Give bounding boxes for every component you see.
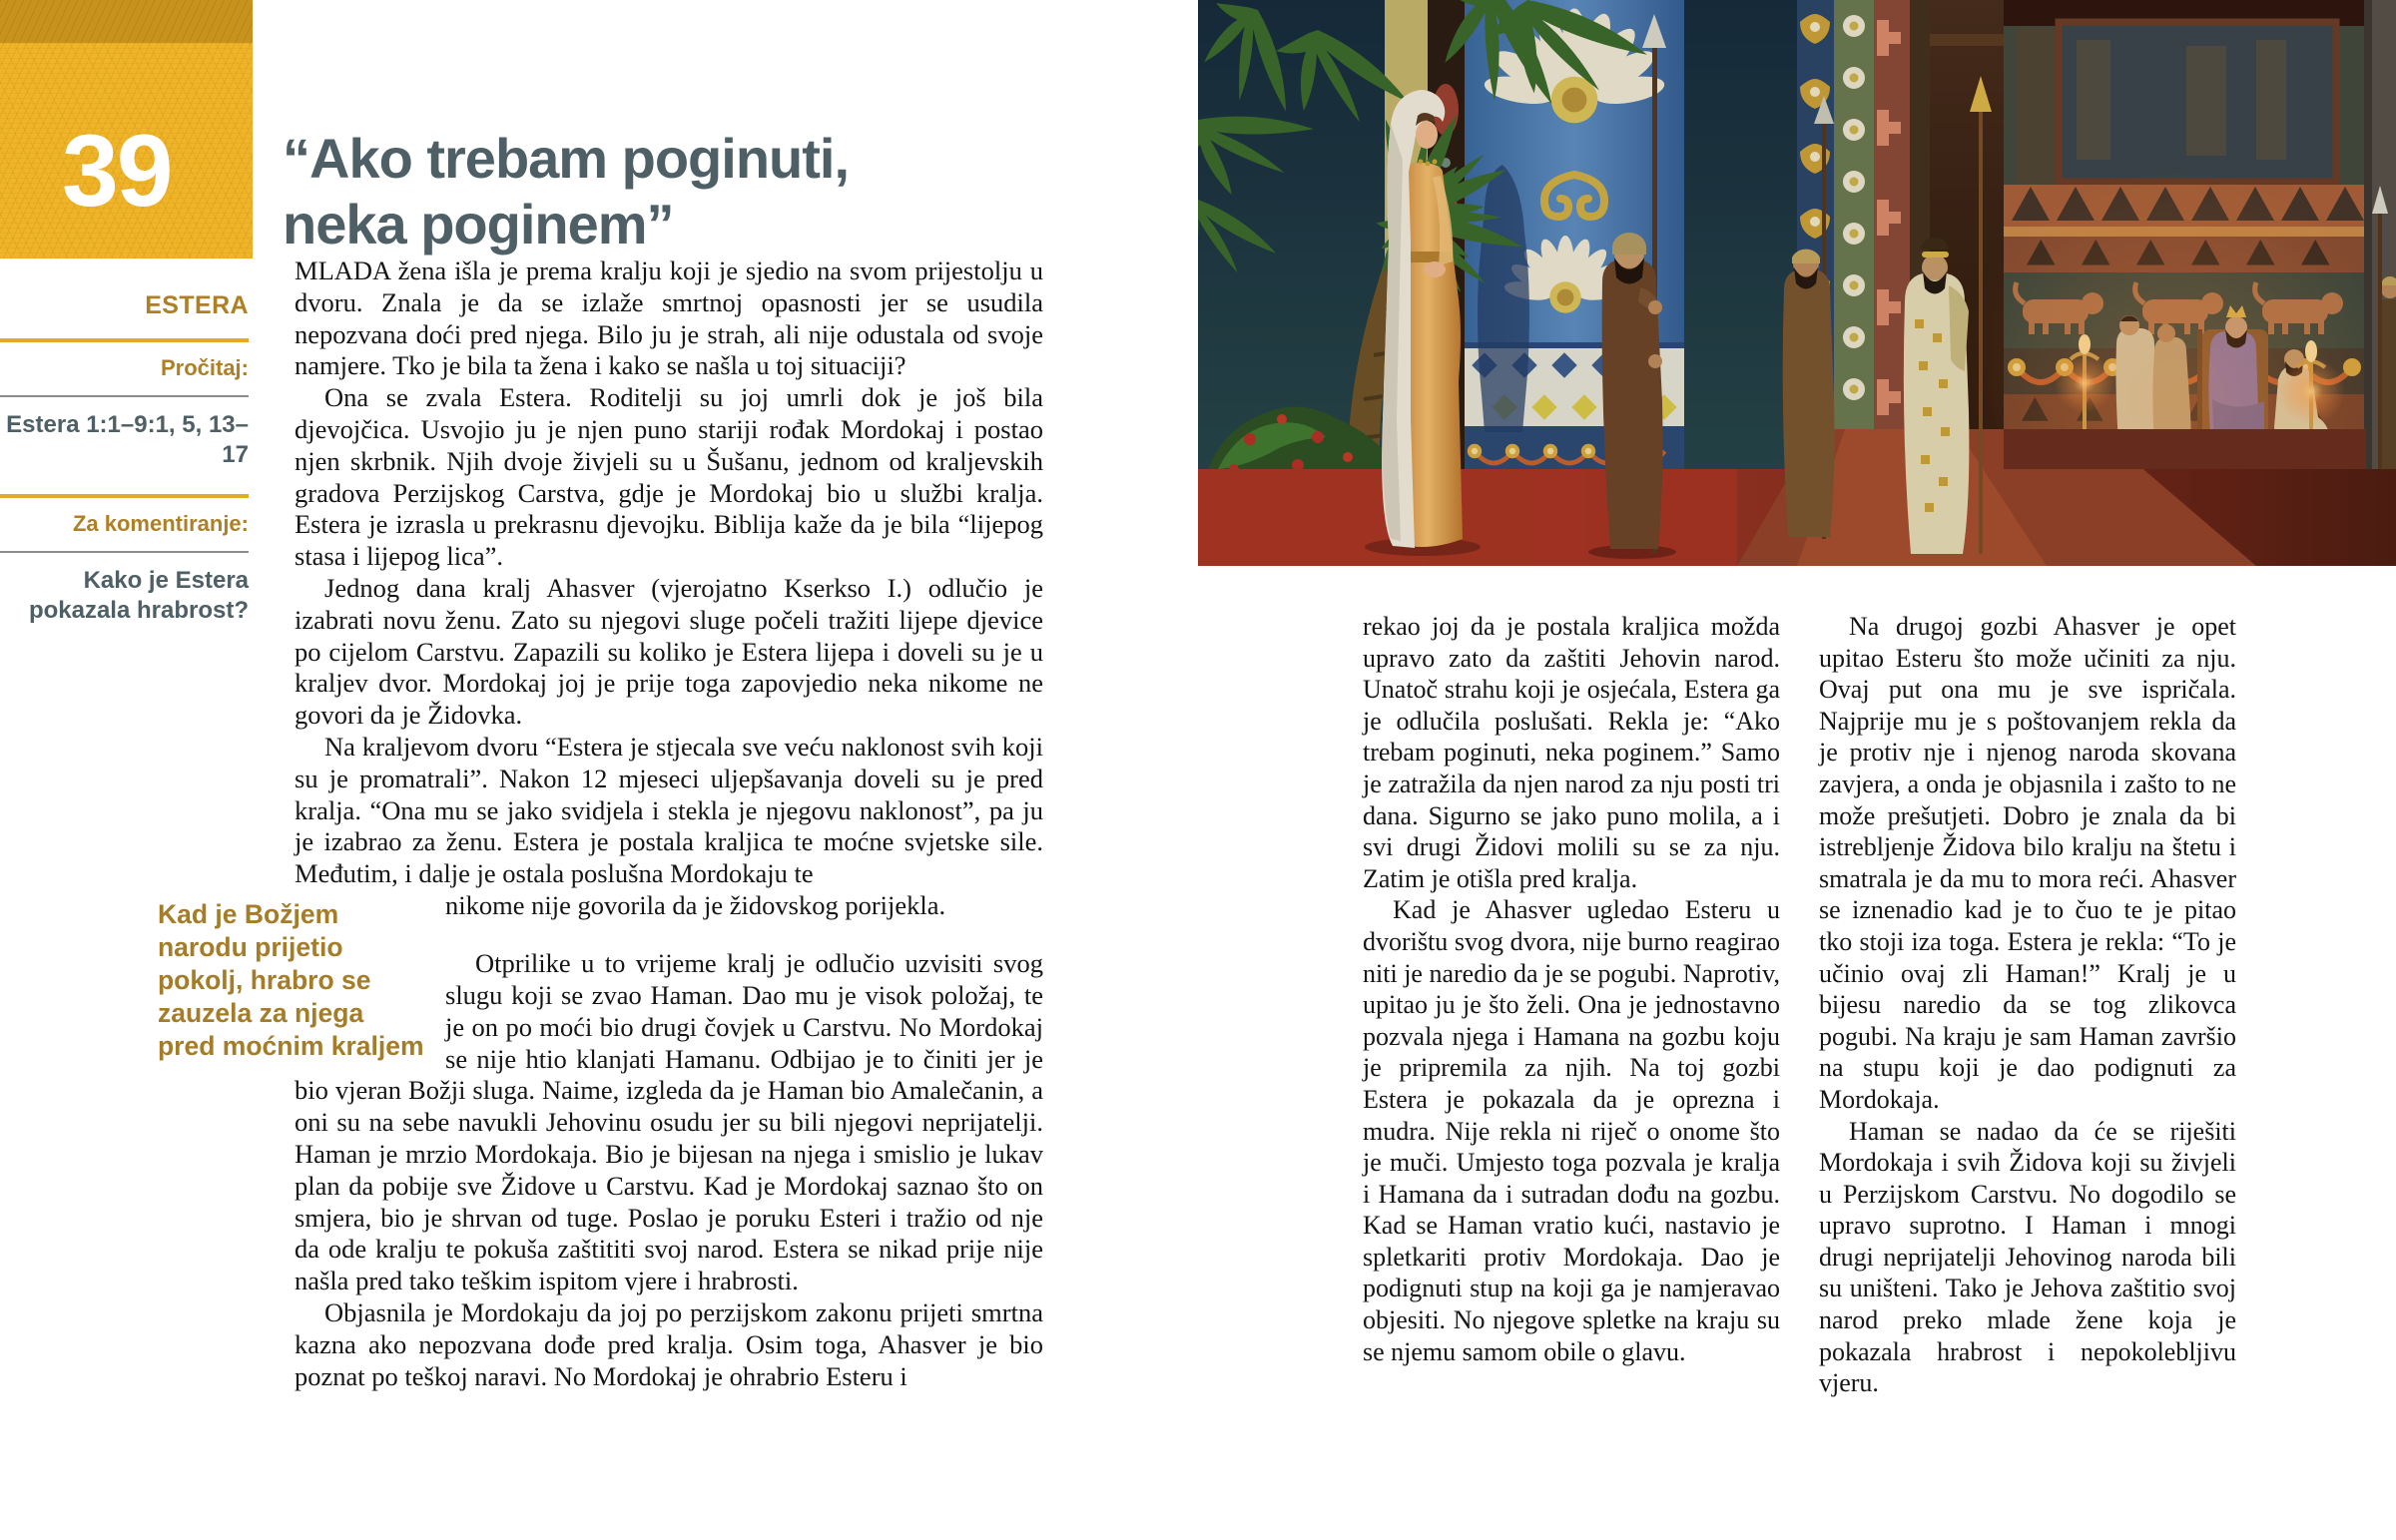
sidebar-discuss-label: Za komentiranje: xyxy=(72,511,249,536)
paragraph-text: Objasnila je Mordokaju da joj po perzijskom zakonu prijeti smrtna kazna ako nepozvana dođe pred kralja. Osim toga, Ahasver je bio poznat po teškoj naravi. No Mordokaj je ohrabrio Esteru i xyxy=(295,1297,1043,1391)
chapter-block-top-band xyxy=(0,0,253,43)
paragraph-text: Otprilike u to vrijeme kralj je odlučio uzvisiti svog slugu koji se zvao Haman. Dao mu je visok položaj, te je on po moći bio drugi čovjek u Carstvu. No Mordokaj se nije htio klanjati Hamanu. Odbijao je to činiti jer je bio vjeran Božji sluga. Naime, izgleda da je Haman bio Amalečanin, a oni su na sebe navukli Jehovinu osudu jer su bili njegovi neprijatelji. Haman je mrzio Mordokaja. Bio je bijesan na njega i smislio je lukav plan da pobije sve Židove u Carstvu. Kad je Mordokaj saznao što on smjera, bio je shrvan od tuge. Poslao je poruku Esteri i tražio od nje da ode kralju te pokuša zaštititi svoj narod. Estera se nikad prije nije našla pred tako teškim ispitom vjere i hrabrosti. xyxy=(295,948,1043,1296)
chapter-number: 39 xyxy=(62,114,172,228)
sidebar-rule-gold xyxy=(0,494,249,498)
paragraph xyxy=(1363,611,1780,894)
paragraph-text: MLADA žena išla je prema kralju koji je sjedio na svom prijestolju u dvoru. Znala je da se izlaže smrtnoj opasnosti jer se usudila nepozvana doći pred njega. Bilo ju je strah, ali nije odustala od svoje namjere. Tko je bila ta žena i kako se našla u toj situaciji? xyxy=(295,256,1043,381)
paragraph-text: Na drugoj gozbi Ahasver je opet upitao Esteru što može učiniti za nju. Ovaj put ona mu je sve ispričala. Najprije mu je s poštovanjem rekla da je protiv nje i njenog naroda skovana zavjera, a onda je objasnila i zašto to ne može prešutjeti. Dobro je znala da bi istrebljenje Židova bilo kralju na štetu i smatrala je da mu to mora reći. Ahasver se iznenadio kad je to čuo te je pitao tko stoji iza toga. Estera je rekla: “To je učinio ovaj zli Haman!” Kralj je u bijesu naredio da se tog zlikovca pogubi. Na kraju je sam Haman završio na stupu koji je dao podignuti za Mordokaja. xyxy=(1819,612,2236,1114)
sidebar-rule-gray xyxy=(0,551,249,553)
paragraph xyxy=(295,573,1043,732)
paragraph xyxy=(1363,894,1780,1367)
paragraph-text: Na kraljevom dvoru “Estera je stjecala sve veću naklonost svih koji su je promatrali”. Nakon 12 mjeseci uljepšavanja doveli su je pred kralja. “Ona mu se jako svidjela i stekla je njegovu naklonost”, pa ju je izabrao za ženu. Estera je postala kraljica te moćne svjetske sile. Međutim, i dalje je ostala poslušna Mordokaju te xyxy=(295,731,1043,889)
lesson-sidebar xyxy=(0,291,249,626)
paragraph xyxy=(1819,1116,2236,1399)
sidebar-rule-gold xyxy=(0,338,249,342)
paragraph xyxy=(295,1297,1043,1392)
right-page-column-2 xyxy=(1819,611,2236,1399)
paragraph xyxy=(295,256,1043,382)
page-title: “Ako trebam poginuti, neka poginem” xyxy=(283,126,849,256)
palace-illustration xyxy=(1198,0,2396,566)
paragraph-text: Haman se nadao da će se riješiti Mordokaja i svih Židova koji su živjeli u Perzijskom Carstvu. No dogodilo se upravo suprotno. I Haman i mnogi drugi neprijatelji Jehovinog naroda bili su uništeni. Tako je Jehova zaštitio svoj narod preko mlade žene koja je pokazala hrabrost i nepokolebljivu vjeru. xyxy=(1819,1116,2236,1398)
paragraph xyxy=(1819,611,2236,1116)
paragraph-text: Jednog dana kralj Ahasver (vjerojatno Kserkso I.) odlučio je izabrati novu ženu. Zato su njegovi sluge počeli tražiti lijepe djevice po cijelom Carstvu. Zapazili su koliko je Estera lijepa i doveli su je u kraljev dvor. Mordokaj joj je prije toga zapovjedio neka nikome ne govori da je Židovka. xyxy=(295,572,1043,731)
paragraph-text: rekao joj da je postala kraljica možda upravo zato da zaštiti Jehovin narod. Unatoč strahu koji je osjećala, Estera ga je odlučila poslušati. Rekla je: “Ako trebam poginuti, neka poginem.” Samo je zatražila da njen narod za nju posti tri dana. Sigurno se jako puno molila, a i svi drugi Židovi molili su se za nju. Zatim je otišla pred kralja. xyxy=(1363,612,1780,893)
sidebar-rule-gray xyxy=(0,395,249,397)
right-page-column-1 xyxy=(1363,611,1780,1367)
sidebar-read-label: Pročitaj: xyxy=(160,355,249,380)
paragraph-text: nikome nije govorila da je židovskog porijekla. xyxy=(445,889,946,920)
paragraph xyxy=(295,382,1043,573)
sidebar-book-label: ESTERA xyxy=(145,291,249,319)
pull-quote: Kad je Božjem narodu prijetio pokolj, hrabro se zauzela za njega pred moćnim kraljem xyxy=(158,898,424,1061)
palace-illustration-svg xyxy=(1198,0,2396,566)
chapter-number-block xyxy=(0,0,253,258)
paragraph xyxy=(295,732,1043,890)
sidebar-discuss-question: Kako je Estera pokazala hrabrost? xyxy=(28,567,249,624)
paragraph-text: Kad je Ahasver ugledao Esteru u dvorištu svog dvora, nije burno reagirao niti je naredio da je se pogubi. Naprotiv, upitao ju je što želi. Ona je jednostavno pozvala njega i Hamana na gozbu koju je pripremila za njih. Na toj gozbi Estera je pokazala da je oprezna i mudra. Nije rekla ni riječ o onome što je muči. Umjesto toga pozvala je kralja i Hamana da i sutradan dođu na gozbu. Kad se Haman vratio kući, nastavio je spletkariti protiv Mordokaja. Dao je podignuti stup na koji ga je namjeravao objesiti. No njegove spletke na kraju su se njemu samom obile o glavu. xyxy=(1363,895,1780,1366)
sidebar-read-reference: Estera 1:1–9:1, 5, 13–17 xyxy=(6,411,249,468)
paragraph-text: Ona se zvala Estera. Roditelji su joj umrli dok je još bila djevojčica. Usvojio ju je njen puno stariji rođak Mordokaj i postao njen skrbnik. Njih dvoje živjeli su u Šušanu, jednom od kraljevskih gradova Perzijskog Carstva, gdje je Mordokaj bio u službi kralja. Estera je izrasla u prekrasnu djevojku. Biblija kaže da je bila “lijepog stasa i lijepog lica”. xyxy=(295,382,1043,572)
